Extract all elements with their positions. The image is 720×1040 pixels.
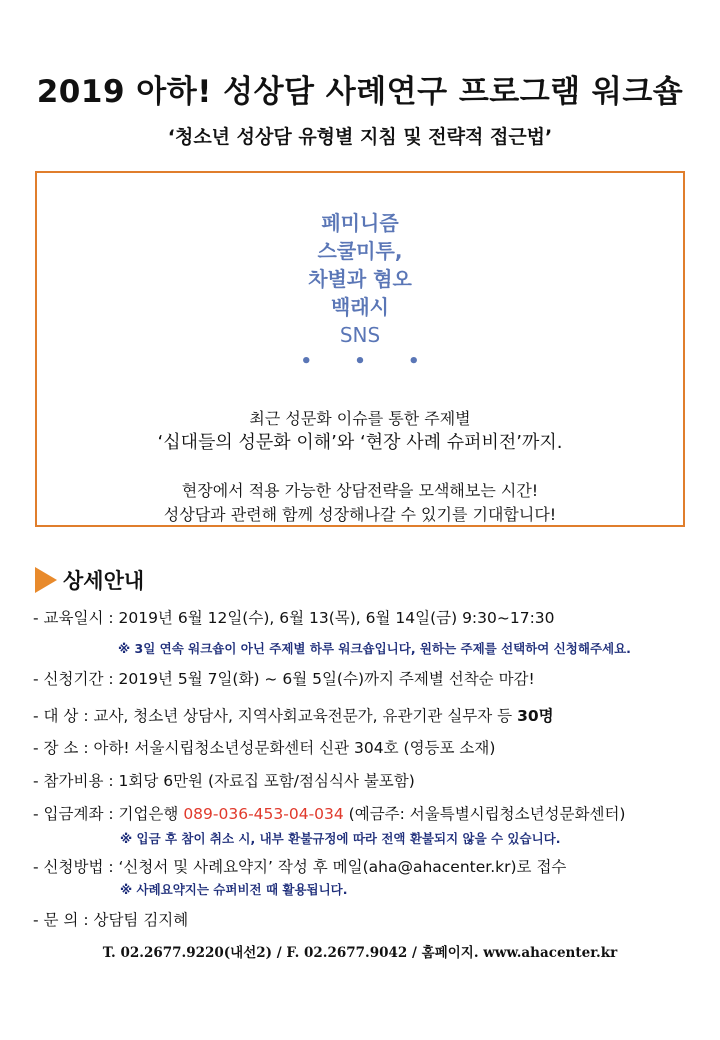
desc-line-1: 최근 성문화 이슈를 통한 주제별 — [249, 409, 471, 428]
intro-description-2 — [37, 479, 683, 527]
keyword-school-metoo: 스쿨미투, — [317, 239, 403, 263]
detail-account — [33, 802, 625, 824]
detail-account-note: ※ 입금 후 참이 취소 시, 내부 환불규정에 따라 전액 환불되지 않을 수 있습니다. — [120, 831, 561, 846]
keyword-list — [37, 209, 683, 375]
ellipsis-dots: • • • — [300, 351, 438, 372]
detail-date-note: ※ 3일 연속 워크숍이 아닌 주제별 하루 워크숍입니다, 원하는 주제를 선택하여 신청해주세요. — [118, 641, 631, 656]
detail-method: - 신청방법 : ‘신청서 및 사례요약지’ 작성 후 메일(aha@ahacenter.kr)로 접수 — [33, 858, 567, 876]
detail-fee: - 참가비용 : 1회당 6만원 (자료집 포함/점심식사 불포함) — [33, 772, 415, 790]
detail-target-count: 30명 — [517, 707, 554, 725]
page-title: 2019 아하! 성상담 사례연구 프로그램 워크숍 — [36, 74, 684, 110]
keyword-backlash: 백래시 — [331, 295, 389, 319]
desc-line-4: 성상담과 관련해 함께 성장해나갈 수 있기를 기대합니다! — [163, 505, 557, 524]
account-number: 089-036-453-04-034 — [183, 805, 344, 823]
desc-line-3: 현장에서 적용 가능한 상담전략을 모색해보는 시간! — [181, 481, 539, 500]
detail-target-text: - 대 상 : 교사, 청소년 상담사, 지역사회교육전문가, 유관기관 실무자 등 — [33, 707, 518, 725]
intro-description-1 — [37, 407, 683, 455]
detail-method-note: ※ 사례요약지는 슈퍼비전 때 활용됩니다. — [120, 882, 348, 897]
detail-account-holder: (예금주: 서울특별시립청소년성문화센터) — [343, 805, 626, 823]
detail-date: - 교육일시 : 2019년 6월 12일(수), 6월 13(목), 6월 14일(금) 9:30~17:30 — [33, 609, 555, 627]
detail-apply-period: - 신청기간 : 2019년 5월 7일(화) ~ 6월 5일(수)까지 주제별 선착순 마감! — [33, 670, 535, 688]
contact-footer: T. 02.2677.9220(내선2) / F. 02.2677.9042 / 홈페이지. www.ahacenter.kr — [102, 945, 618, 961]
keyword-sns: SNS — [339, 323, 381, 347]
detail-place: - 장 소 : 아하! 서울시립청소년성문화센터 신관 304호 (영등포 소재) — [33, 739, 496, 757]
intro-box — [35, 171, 685, 527]
detail-account-text: - 입금계좌 : 기업은행 — [33, 805, 184, 823]
detail-contact: - 문 의 : 상담팀 김지혜 — [33, 911, 189, 929]
keyword-feminism: 페미니즘 — [321, 211, 399, 235]
detail-target — [33, 704, 554, 726]
desc-line-2: ‘십대들의 성문화 이해’와 ‘현장 사례 슈퍼비전’까지. — [157, 432, 563, 453]
triangle-bullet-icon — [35, 567, 57, 593]
details-section-header — [35, 566, 144, 594]
details-section-title: 상세안내 — [63, 569, 145, 593]
keyword-discrimination: 차별과 혐오 — [308, 267, 412, 291]
page-subtitle: ‘청소년 성상담 유형별 지침 및 전략적 접근법’ — [167, 126, 553, 148]
